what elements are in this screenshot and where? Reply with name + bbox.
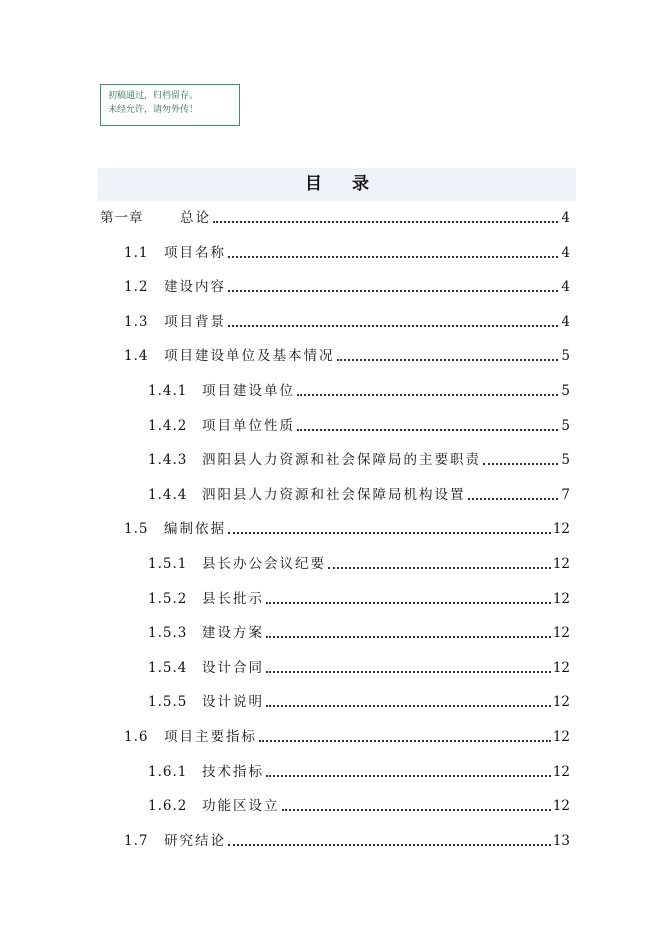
stamp-line-2: 未经允许，请勿外传！: [108, 105, 199, 115]
toc-entry-page: 12: [552, 521, 570, 538]
toc-entry-title: 功能区设立: [202, 798, 280, 815]
toc-entry-title: 项目建设单位及基本情况: [164, 348, 335, 365]
toc-entry[interactable]: [148, 796, 570, 816]
toc-entry-title: 项目单位性质: [202, 417, 295, 434]
toc-entry-page: 12: [552, 798, 570, 815]
toc-entry-title: 设计合同: [202, 659, 264, 676]
toc-entry-page: 12: [552, 556, 570, 572]
toc-dot-leader: [228, 290, 558, 292]
toc-entry[interactable]: [148, 762, 570, 782]
toc-dot-leader: [266, 636, 551, 638]
toc-dot-leader: [328, 567, 551, 569]
toc-entry-title: 研究结论: [164, 832, 226, 849]
toc-entry[interactable]: [148, 623, 570, 643]
toc-entry-number: 1.5: [124, 521, 149, 538]
toc-entry-number: 第一章: [100, 210, 144, 226]
toc-entry[interactable]: [124, 519, 570, 539]
toc-entry-page: 12: [552, 659, 570, 676]
toc-entry-page: 5: [561, 348, 570, 365]
toc-entry[interactable]: [148, 450, 570, 470]
toc-entry[interactable]: [148, 692, 570, 712]
toc-entry-page: 12: [552, 694, 570, 711]
approval-stamp: [100, 84, 240, 126]
toc-entry-title: 总论: [180, 210, 211, 226]
toc-entry[interactable]: [148, 589, 570, 609]
toc-entry-title: 泗阳县人力资源和社会保障局的主要职责: [202, 452, 481, 469]
toc-entry-number: 1.4: [124, 348, 149, 365]
toc-entry-page: 5: [561, 383, 570, 399]
toc-entry-number: 1.1: [124, 244, 149, 261]
toc-dot-leader: [468, 498, 559, 500]
toc-entry-title: 项目主要指标: [164, 729, 257, 745]
toc-entry-title: 设计说明: [202, 694, 264, 711]
toc-entry-page: 5: [561, 452, 570, 469]
toc-entry[interactable]: [124, 312, 570, 332]
toc-dot-leader: [228, 325, 558, 327]
toc-entry-number: 1.7: [124, 832, 149, 849]
toc-entry[interactable]: [124, 243, 570, 263]
toc-entry[interactable]: [124, 727, 570, 747]
toc-dot-leader: [228, 844, 551, 846]
toc-dot-leader: [266, 705, 551, 707]
toc-entry-title: 建设方案: [202, 625, 264, 642]
toc-dot-leader: [266, 602, 551, 604]
toc-entry[interactable]: [124, 831, 570, 851]
toc-entry-title: 建设内容: [164, 279, 226, 296]
toc-dot-leader: [228, 256, 558, 258]
toc-entry-title: 泗阳县人力资源和社会保障局机构设置: [202, 486, 466, 503]
toc-entry-title: 项目建设单位: [202, 383, 295, 399]
toc-entry[interactable]: [100, 208, 570, 228]
toc-entry-title: 技术指标: [202, 763, 264, 780]
toc-entry-number: 1.4.4: [148, 486, 188, 503]
toc-entry-number: 1.6.2: [148, 798, 188, 815]
toc-dot-leader: [266, 775, 551, 777]
toc-entry[interactable]: [124, 277, 570, 297]
toc-entry-number: 1.5.2: [148, 590, 188, 607]
toc-entry-number: 1.5.5: [148, 694, 188, 711]
toc-title: 目录: [305, 174, 399, 194]
stamp-line-1: 初稿通过，归档留存。: [108, 91, 199, 101]
toc-entry-page: 4: [561, 279, 570, 296]
toc-entry-title: 县长办公会议纪要: [202, 556, 326, 572]
toc-entry[interactable]: [148, 381, 570, 401]
toc-entry-number: 1.5.3: [148, 625, 188, 642]
toc-entry-page: 5: [561, 417, 570, 434]
toc-entry-title: 县长批示: [202, 590, 264, 607]
toc-entry-number: 1.4.1: [148, 383, 188, 399]
toc-entry-number: 1.4.3: [148, 452, 188, 469]
toc-entry-page: 12: [552, 729, 570, 745]
toc-dot-leader: [297, 429, 558, 431]
toc-entry-number: 1.5.1: [148, 556, 188, 572]
toc-entry[interactable]: [148, 554, 570, 574]
toc-entry[interactable]: [148, 658, 570, 678]
toc-dot-leader: [213, 221, 558, 223]
toc-entry-title: 编制依据: [164, 521, 226, 538]
toc-dot-leader: [282, 809, 551, 811]
toc-entry-number: 1.6.1: [148, 763, 188, 780]
toc-entry-title: 项目名称: [164, 244, 226, 261]
toc-entry-number: 1.4.2: [148, 417, 188, 434]
toc-entry-number: 1.5.4: [148, 659, 188, 676]
toc-entry-page: 4: [561, 313, 570, 330]
toc-entry[interactable]: [124, 346, 570, 366]
toc-entry-page: 12: [552, 763, 570, 780]
toc-dot-leader: [337, 359, 559, 361]
toc-dot-leader: [266, 671, 551, 673]
toc-entry-number: 1.2: [124, 279, 149, 296]
toc-entry-number: 1.3: [124, 313, 149, 330]
toc-entry-number: 1.6: [124, 729, 149, 745]
toc-entry-page: 4: [561, 210, 570, 226]
toc-entry[interactable]: [148, 416, 570, 436]
toc-dot-leader: [228, 532, 551, 534]
toc-entry-page: 4: [561, 244, 570, 261]
toc-entry-page: 12: [552, 625, 570, 642]
toc-entry-page: 12: [552, 590, 570, 607]
toc-entry[interactable]: [148, 485, 570, 505]
toc-entry-page: 7: [561, 486, 570, 503]
toc-entry-title: 项目背景: [164, 313, 226, 330]
toc-dot-leader: [483, 463, 558, 465]
toc-entry-page: 13: [552, 832, 570, 849]
toc-dot-leader: [259, 740, 551, 742]
toc-dot-leader: [297, 394, 558, 396]
